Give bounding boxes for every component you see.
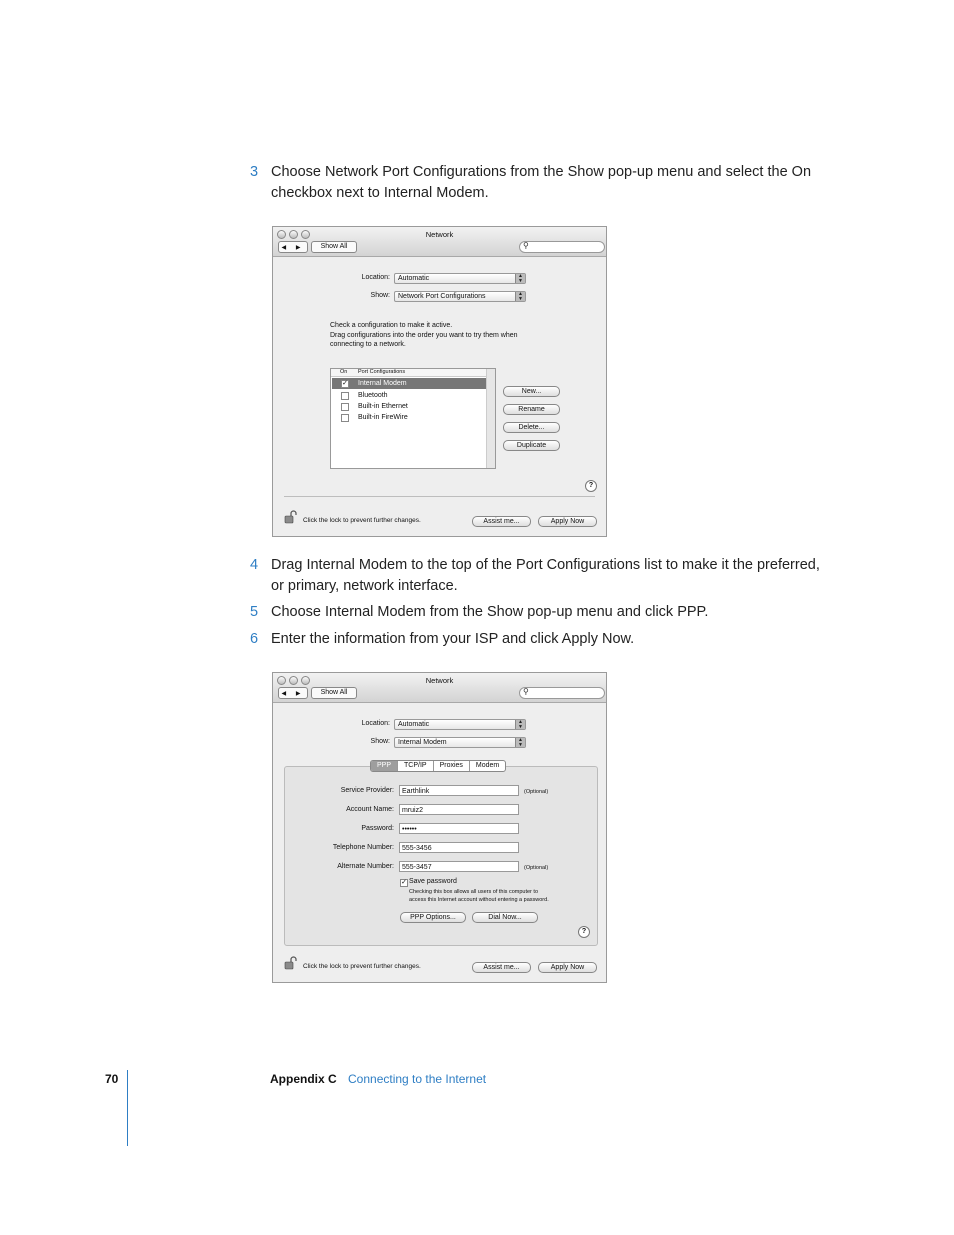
password-label: Password:	[361, 825, 394, 832]
port-name: Built-in FireWire	[358, 414, 408, 421]
back-forward-icon[interactable]: ◀ ▶	[278, 687, 308, 699]
instructions	[330, 321, 518, 350]
search-icon: ⚲	[523, 241, 529, 250]
delete-button[interactable]: Delete...	[503, 422, 560, 433]
step-text-line-2: or primary, network interface.	[271, 578, 458, 594]
ppp-options-button[interactable]: PPP Options...	[400, 912, 466, 923]
popup-arrows-icon: ▲ ▼	[515, 720, 525, 729]
show-popup[interactable]	[394, 737, 526, 748]
show-value: Internal Modem	[398, 739, 447, 746]
list-scrollbar[interactable]	[486, 369, 495, 468]
show-all-button[interactable]: Show All	[311, 687, 357, 699]
port-name: Built-in Ethernet	[358, 403, 408, 410]
account-name-label: Account Name:	[346, 806, 394, 813]
footer-rule	[127, 1070, 128, 1146]
step-text-line-1: Enter the information from your ISP and click Apply Now.	[271, 631, 635, 647]
assist-me-button[interactable]: Assist me...	[472, 962, 531, 973]
window-title: Network	[425, 676, 454, 685]
instruction-line: connecting to a network.	[330, 341, 406, 348]
dial-now-button[interactable]: Dial Now...	[472, 912, 538, 923]
popup-arrows-icon: ▲ ▼	[515, 274, 525, 283]
step-number: 3	[250, 164, 259, 180]
location-popup[interactable]	[394, 719, 526, 730]
optional-note: (Optional)	[524, 865, 549, 871]
duplicate-button[interactable]: Duplicate	[503, 440, 560, 451]
appendix-label: Appendix C	[270, 1072, 337, 1086]
show-label: Show:	[370, 292, 390, 299]
step-text-line-1: Choose Network Port Configurations from the Show pop-up menu and select the On	[271, 164, 812, 180]
on-checkbox[interactable]	[341, 414, 349, 422]
popup-arrows-icon: ▲ ▼	[515, 738, 525, 747]
list-item-bluetooth[interactable]	[332, 390, 486, 401]
column-header-port-configurations[interactable]: Port Configurations	[358, 369, 406, 375]
save-password-label: Save password	[409, 878, 457, 885]
save-password-note	[409, 888, 549, 904]
step-text-line-2: checkbox next to Internal Modem.	[271, 185, 489, 201]
back-forward-icon[interactable]: ◀ ▶	[278, 241, 308, 253]
popup-arrows-icon: ▲ ▼	[515, 292, 525, 301]
lock-icon[interactable]	[284, 510, 297, 524]
network-window-port-configurations	[272, 226, 607, 537]
chapter-title: Connecting to the Internet	[348, 1072, 487, 1086]
password-field[interactable]: ••••••	[399, 823, 519, 834]
tab-ppp[interactable]: PPP	[371, 761, 398, 771]
location-value: Automatic	[398, 721, 430, 728]
save-password-checkbox[interactable]: ✓	[401, 879, 407, 886]
list-item-built-in-firewire[interactable]	[332, 412, 486, 423]
note-line: access this Internet account without entering a password.	[409, 897, 549, 903]
network-window-internal-modem	[272, 672, 607, 983]
tab-modem[interactable]: Modem	[475, 762, 500, 769]
assist-me-button[interactable]: Assist me...	[472, 516, 531, 527]
location-value: Automatic	[398, 275, 430, 282]
optional-note: (Optional)	[524, 789, 549, 795]
rename-button[interactable]: Rename	[503, 404, 560, 415]
note-line: Checking this box allows all users of this computer to	[409, 889, 539, 895]
show-popup[interactable]	[394, 291, 526, 302]
port-configurations-list[interactable]	[330, 368, 496, 469]
list-item-built-in-ethernet[interactable]	[332, 401, 486, 412]
list-item-internal-modem[interactable]	[332, 378, 486, 389]
window-title: Network	[425, 230, 454, 239]
instruction-line: Drag configurations into the order you want to try them when	[330, 331, 518, 339]
lock-text: Click the lock to prevent further changes.	[303, 517, 421, 524]
show-label: Show:	[370, 738, 390, 745]
tab-proxies[interactable]: Proxies	[434, 761, 470, 771]
search-input[interactable]	[519, 687, 605, 699]
help-button[interactable]: ?	[585, 480, 597, 492]
location-label: Location:	[361, 720, 390, 727]
step-text-line-1: Choose Internal Modem from the Show pop-up menu and click PPP.	[271, 604, 709, 620]
account-name-field[interactable]: mruiz2	[399, 804, 519, 815]
on-checkbox[interactable]	[341, 392, 349, 400]
location-label: Location:	[361, 274, 390, 281]
lock-text: Click the lock to prevent further changes.	[303, 963, 421, 970]
apply-now-button[interactable]: Apply Now	[538, 962, 597, 973]
on-checkbox[interactable]	[341, 403, 349, 411]
column-header-on[interactable]: On	[340, 369, 348, 375]
location-popup[interactable]	[394, 273, 526, 284]
step-number: 4	[250, 557, 259, 573]
lock-icon[interactable]	[284, 956, 297, 970]
step-number: 5	[250, 604, 259, 620]
service-provider-field[interactable]: Earthlink	[399, 785, 519, 796]
telephone-number-label: Telephone Number:	[332, 844, 394, 851]
title-bar	[273, 673, 606, 703]
help-button[interactable]: ?	[578, 926, 590, 938]
show-all-button[interactable]: Show All	[311, 241, 357, 253]
instruction-line: Check a configuration to make it active.	[330, 322, 453, 329]
list-header	[331, 369, 487, 377]
tab-bar	[370, 760, 506, 772]
show-value: Network Port Configurations	[398, 293, 486, 300]
port-name: Internal Modem	[358, 380, 407, 387]
search-icon: ⚲	[523, 687, 529, 696]
alternate-number-label: Alternate Number:	[337, 863, 394, 870]
telephone-number-field[interactable]: 555-3456	[399, 842, 519, 853]
new-button[interactable]: New...	[503, 386, 560, 397]
title-bar	[273, 227, 606, 257]
service-provider-label: Service Provider:	[340, 787, 394, 794]
apply-now-button[interactable]: Apply Now	[538, 516, 597, 527]
divider	[284, 496, 595, 497]
tab-tcp-ip[interactable]: TCP/IP	[398, 761, 434, 771]
on-checkbox[interactable]: ✓	[342, 380, 348, 387]
step-text-line-1: Drag Internal Modem to the top of the Port Configurations list to make it the preferred,	[271, 557, 820, 573]
alternate-number-field[interactable]: 555-3457	[399, 861, 519, 872]
page-number: 70	[105, 1072, 119, 1086]
step-number: 6	[250, 631, 259, 647]
search-input[interactable]	[519, 241, 605, 253]
port-name: Bluetooth	[358, 392, 388, 399]
